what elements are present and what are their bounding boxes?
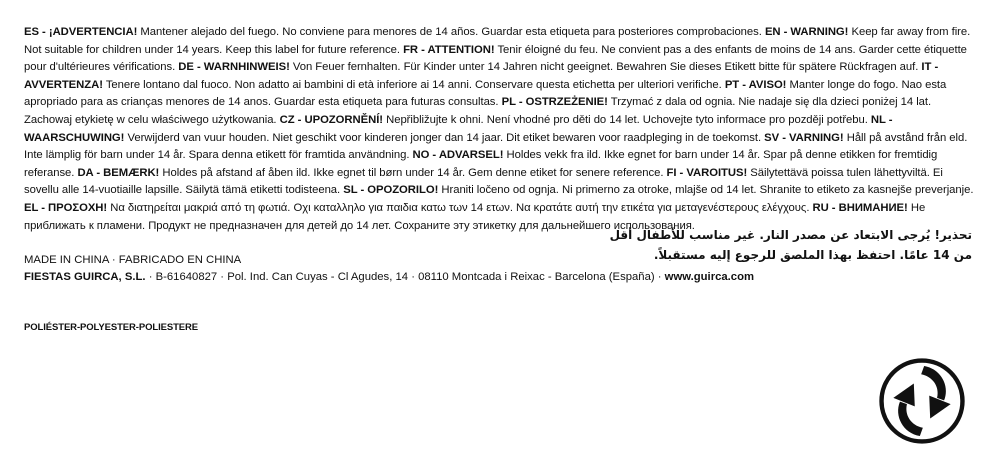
warning-code: IT - AVVERTENZA! xyxy=(24,61,939,91)
warning-text: Να διατηρείται μακριά από τη φωτιά. Οχι καταλληλο για παιδια κατω των 14 ετων. Να κρατάτε αυτή την ετικέτα για μεταγενέστερους ελέγχους. xyxy=(107,201,813,214)
green-dot-recycling-icon xyxy=(878,357,966,445)
warning-code: RU - ВНИМАНИЕ! xyxy=(812,201,908,214)
warning-text: Säilytettävä poissa tulen lähettyviltä. Ei sovellu alle 14-vuotiaille lapsille. Säilytä tämä etiketti todisteena. xyxy=(24,166,943,197)
warning-text: Holdes på afstand af åben ild. Ikke egnet til børn under 14 år. Gem denne etiket for senere reference. xyxy=(159,166,667,179)
company-details: · B-61640827 · Pol. Ind. Can Cuyas - Cl Agudes, 14 · 08110 Montcada i Reixac - Barcelona (España) · xyxy=(145,271,665,283)
warning-text: Trzymać z dala od ognia. Nie nadaje się dla dzieci poniżej 14 lat. Zachowaj etykietę w celu właściwego użytkowania. xyxy=(24,96,932,126)
company-name: FIESTAS GUIRCA, S.L. xyxy=(24,271,146,283)
warning-text: Tenere lontano dal fuoco. Non adatto ai bambini di età inferiore ai 14 anni. Conservare questa etichetta per ulteriori verifiche. xyxy=(102,78,725,91)
warning-code: PT - AVISO! xyxy=(724,78,787,91)
arabic-warning-line-1: تحذير! يُرجى الابتعاد عن مصدر النار. غير مناسب للأطفال أقل xyxy=(609,228,972,242)
warning-code: ES - ¡ADVERTENCIA! xyxy=(24,26,138,38)
warning-code: NO - ADVARSEL! xyxy=(412,149,504,162)
warning-text: Manter longe do fogo. Nao esta apropriado para as crianças menores de 14 anos. Guardar esta etiqueta para futuras consultas. xyxy=(24,78,947,109)
warning-code: CZ - UPOZORNĚNÍ! xyxy=(279,113,384,126)
warning-code: FI - VAROITUS! xyxy=(666,166,748,179)
company-info xyxy=(24,269,754,286)
warning-code: DE - WARNHINWEIS! xyxy=(178,61,290,74)
warning-text: Verwijderd van vuur houden. Niet geschikt voor kinderen jonger dan 14 jaar. Dit etiket bewaren voor raadpleging in de toekomst. xyxy=(124,131,765,144)
warning-code: SL - OPOZORILO! xyxy=(343,184,439,197)
warning-code: FR - ATTENTION! xyxy=(403,43,495,56)
warning-code: EN - WARNING! xyxy=(764,26,849,38)
warning-text: Von Feuer fernhalten. Für Kinder unter 14 Jahren nicht geeignet. Bewahren Sie dieses Etikett bitte für spätere Rückfragen auf. xyxy=(289,61,922,74)
warning-text: Hraniti ločeno od ognja. Ni primerno za otroke, mlajše od 14 let. Shranite to etiketo za kasnejše preverjanje. xyxy=(438,184,974,197)
warning-text: Nepřibližujte k ohni. Není vhodné pro děti do 14 let. Uchovejte tyto informace pro později potřebu. xyxy=(383,113,871,126)
multilingual-warnings xyxy=(24,24,976,235)
warning-code: PL - OSTRZEŻENIE! xyxy=(501,96,608,109)
warning-code: EL - ΠΡΟΣΟΧΗ! xyxy=(24,201,108,214)
material-label: POLIÉSTER-POLYESTER-POLIESTERE xyxy=(24,322,199,333)
warning-text: Håll på avstånd från eld. Inte lämplig för barn under 14 år. Spara denna etikett för framtida användning. xyxy=(24,131,968,162)
warning-text: Keep far away from fire. Not suitable for children under 14 years. Keep this label for future reference. xyxy=(24,26,971,56)
arabic-warning-line-2: من 14 عامًا. احتفظ بهذا الملصق للرجوع إليه مستقبلاً. xyxy=(653,248,972,262)
warning-text: Tenir éloigné du feu. Ne convient pas a des enfants de moins de 14 ans. Garder cette étiquette pour d'ultérieures vérifications. xyxy=(24,43,967,74)
warning-text: Не приближать к пламени. Продукт не предназначен для детей до 14 лет. Сохраните эту этикетку для дальнейшего использования. xyxy=(24,201,926,232)
company-website: www.guirca.com xyxy=(664,271,755,283)
warning-code: DA - BEMÆRK! xyxy=(77,166,160,179)
made-in-label: MADE IN CHINA · FABRICADO EN CHINA xyxy=(24,254,242,266)
warning-text: Holdes vekk fra ild. Ikke egnet for barn under 14 år. Spar på denne etikken for fremtidig referanse. xyxy=(24,149,938,179)
warning-code: NL - WAARSCHUWING! xyxy=(24,113,893,144)
warning-code: SV - VARNING! xyxy=(764,131,844,144)
warning-text: Mantener alejado del fuego. No conviene para menores de 14 años. Guardar esta etiqueta para posteriores comprobaciones. xyxy=(137,26,765,38)
arabic-warning xyxy=(572,225,972,265)
